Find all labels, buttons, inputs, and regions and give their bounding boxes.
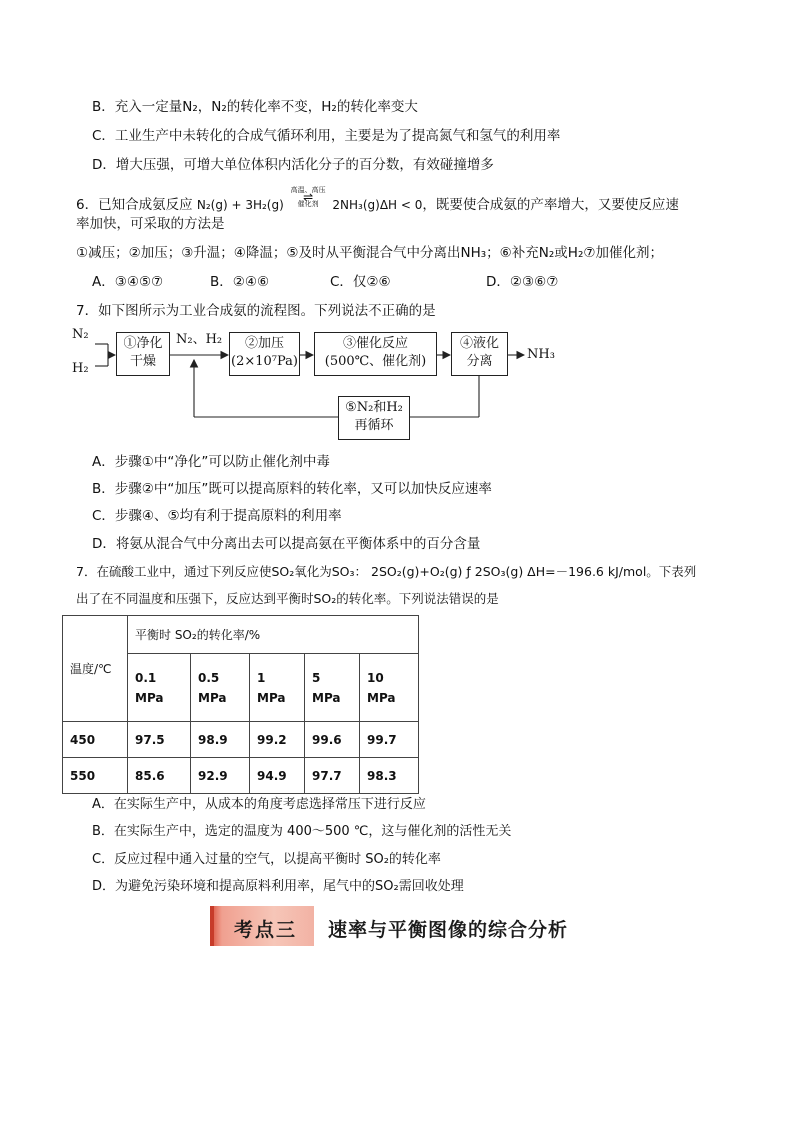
q6-stem: 6．已知合成氨反应 N₂(g) + 3H₂(g) 高温、高压 ⇌ 催化剂 2NH₃(g)ΔH < 0，既要使合成氨的产率增大，又要使反应速 — [76, 186, 679, 213]
q7a-stem: 7．如下图所示为工业合成氨的流程图。下列说法不正确的是 — [76, 303, 436, 319]
q6-option-c: C．仅②⑥ — [330, 274, 391, 290]
reversible-arrow-icon: 高温、高压 ⇌ 催化剂 — [290, 186, 326, 208]
flow-mid-label: N₂、H₂ — [176, 332, 223, 347]
table-row: 450 97.5 98.9 99.2 99.6 99.7 — [63, 722, 419, 758]
pressure-cell: 5 MPa — [305, 654, 360, 722]
q6-conditions: ①减压；②加压；③升温；④降温；⑤及时从平衡混合气中分离出NH₃；⑥补充N₂或H₂⑦加催化剂； — [76, 245, 663, 261]
flow-box-catalytic-reaction: ③催化反应 (500℃、催化剂) — [314, 332, 437, 376]
section-key: 考点三 — [234, 919, 298, 941]
flow-input-h2: H₂ — [72, 361, 89, 376]
flow-box-recycle: ⑤N₂和H₂ 再循环 — [338, 396, 410, 440]
q6-option-b: B．②④⑥ — [210, 274, 270, 290]
q7b-option-a: A．在实际生产中，从成本的角度考虑选择常压下进行反应 — [92, 797, 426, 812]
q7a-option-a: A．步骤①中“净化”可以防止催化剂中毒 — [92, 454, 330, 470]
table-row: 550 85.6 92.9 94.9 97.7 98.3 — [63, 758, 419, 794]
q5-option-c: C．工业生产中未转化的合成气循环利用，主要是为了提高氮气和氢气的利用率 — [92, 128, 561, 144]
q7b-option-b: B．在实际生产中，选定的温度为 400～500 ℃，这与催化剂的活性无关 — [92, 824, 512, 839]
pressure-cell: 1 MPa — [250, 654, 305, 722]
q6-equation-right: 2NH₃(g)ΔH < 0 — [332, 198, 423, 212]
section-header — [210, 906, 590, 946]
q7b-stem-line1: 7．在硫酸工业中，通过下列反应使SO₂氧化为SO₃： 2SO₂(g)+O₂(g) ƒ 2SO₃(g) ΔH=－196.6 kJ/mol。下表列 — [76, 564, 697, 579]
ammonia-flowchart — [70, 322, 570, 447]
table-header-group: 平衡时 SO₂的转化率/% — [128, 616, 419, 654]
q6-equation-left: N₂(g) + 3H₂(g) — [196, 198, 284, 212]
q7b-option-c: C．反应过程中通入过量的空气，以提高平衡时 SO₂的转化率 — [92, 852, 441, 867]
flow-box-purify: ①净化 干燥 — [116, 332, 170, 376]
flow-box-pressurize: ②加压 (2×10⁷Pa) — [229, 332, 300, 376]
q6-option-d: D．②③⑥⑦ — [486, 274, 559, 290]
q5-option-d: D．增大压强，可增大单位体积内活化分子的百分数，有效碰撞增多 — [92, 157, 494, 173]
q7b-option-d: D．为避免污染环境和提高原料利用率，尾气中的SO₂需回收处理 — [92, 879, 464, 894]
q7b-stem-line2: 出了在不同温度和压强下，反应达到平衡时SO₂的转化率。下列说法错误的是 — [76, 591, 499, 606]
so2-conversion-table — [62, 615, 419, 794]
q6-option-a: A．③④⑤⑦ — [92, 274, 164, 290]
table-header-temperature: 温度/℃ — [63, 616, 128, 722]
q7a-option-b: B．步骤②中“加压”既可以提高原料的转化率，又可以加快反应速率 — [92, 481, 492, 497]
pressure-cell: 0.1 MPa — [128, 654, 191, 722]
q7a-option-c: C．步骤④、⑤均有利于提高原料的利用率 — [92, 508, 342, 524]
flow-output-nh3: NH₃ — [527, 347, 555, 362]
q7a-option-d: D．将氨从混合气中分离出去可以提高氨在平衡体系中的百分含量 — [92, 536, 481, 552]
flow-input-n2: N₂ — [72, 327, 89, 342]
pressure-cell: 10 MPa — [360, 654, 419, 722]
q6-stem-line2: 率加快，可采取的方法是 — [76, 216, 225, 232]
flow-box-liquefy: ④液化 分离 — [451, 332, 508, 376]
pressure-cell: 0.5 MPa — [191, 654, 250, 722]
section-title: 速率与平衡图像的综合分析 — [328, 919, 569, 941]
q5-option-b: B．充入一定量N₂，N₂的转化率不变，H₂的转化率变大 — [92, 99, 418, 115]
